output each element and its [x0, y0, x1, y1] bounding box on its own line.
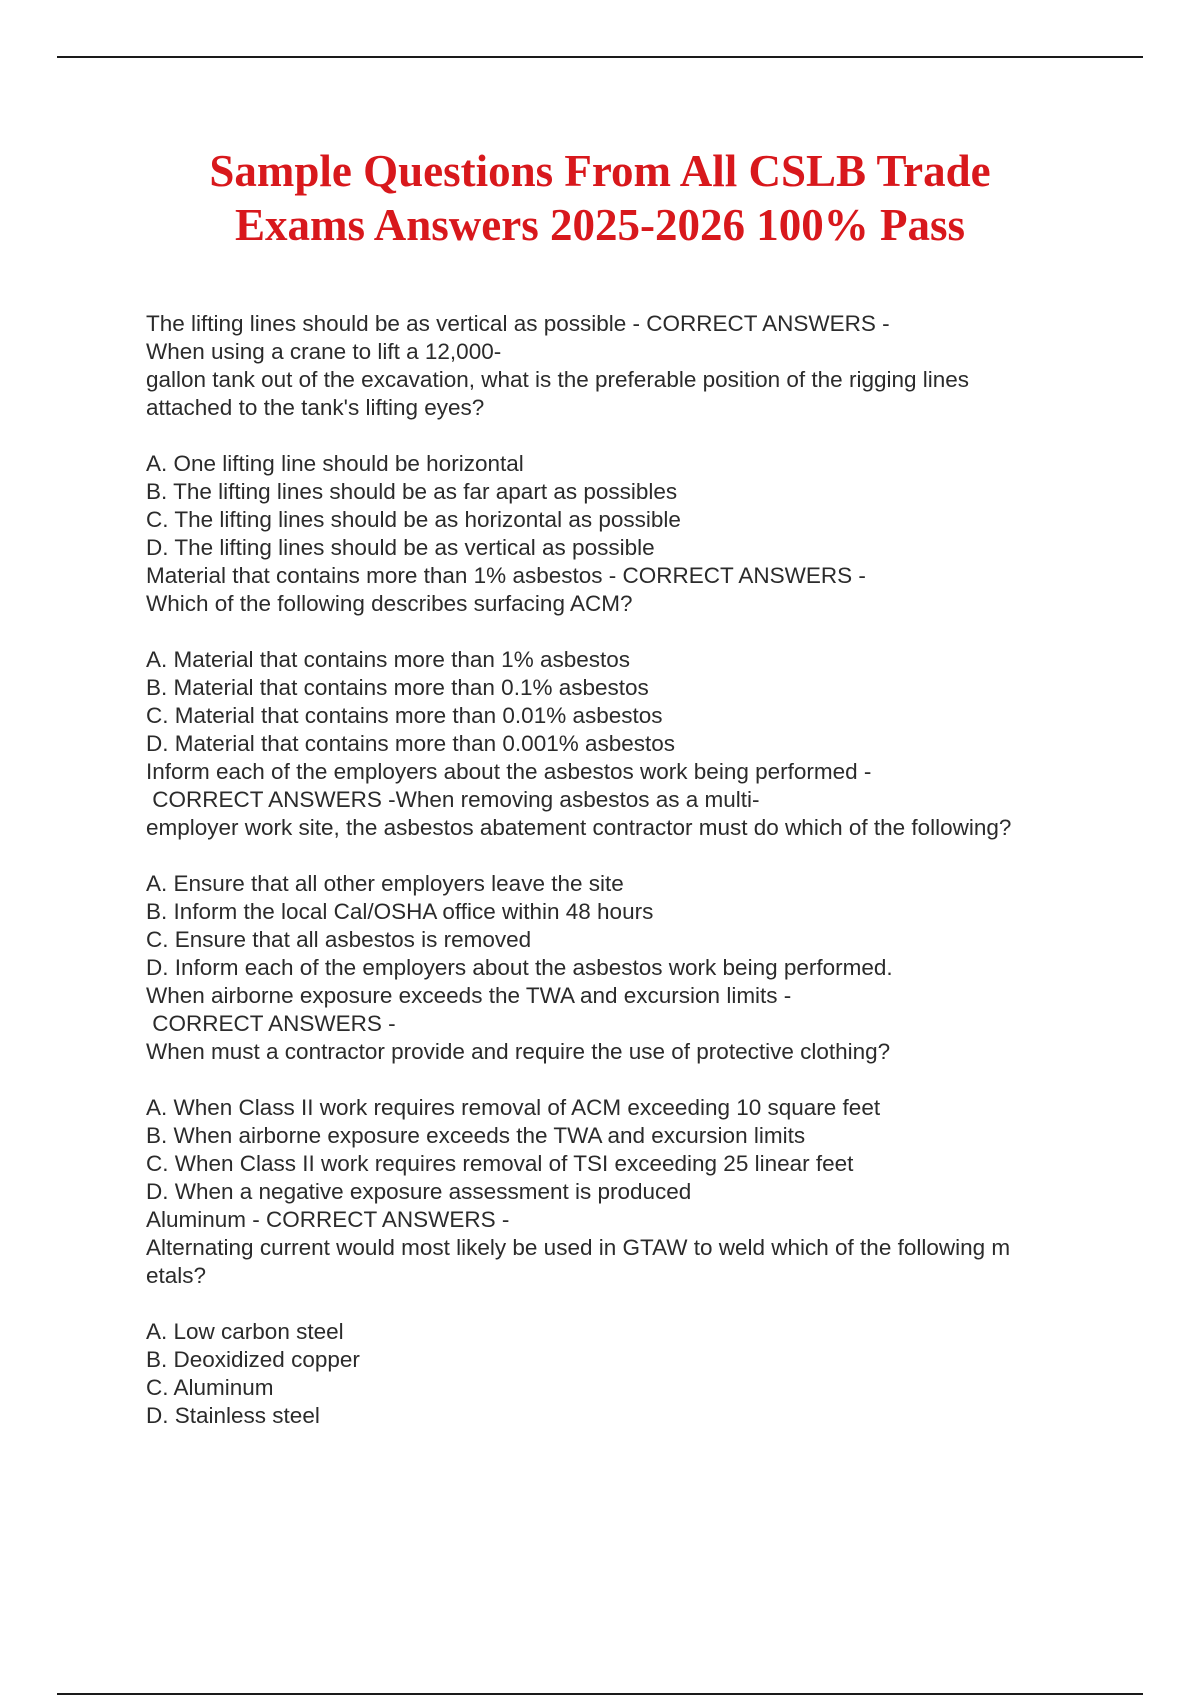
- bottom-rule: [57, 1693, 1143, 1695]
- answer-option: C. Material that contains more than 0.01% asbestos: [146, 703, 663, 728]
- question-block: [146, 758, 1146, 982]
- question-text: Aluminum - CORRECT ANSWERS -: [146, 1207, 510, 1232]
- answer-option: A. When Class II work requires removal of ACM exceeding 10 square feet: [146, 1095, 881, 1120]
- question-block: [146, 1206, 1146, 1430]
- answer-option: B. Inform the local Cal/OSHA office within 48 hours: [146, 899, 654, 924]
- question-text: When must a contractor provide and require the use of protective clothing?: [146, 1039, 891, 1064]
- question-text: Inform each of the employers about the asbestos work being performed -: [146, 759, 872, 784]
- question-text: Material that contains more than 1% asbestos - CORRECT ANSWERS -: [146, 563, 866, 588]
- spacer: [146, 618, 1146, 646]
- answer-option: C. The lifting lines should be as horizontal as possible: [146, 507, 681, 532]
- question-text: Alternating current would most likely be used in GTAW to weld which of the following m: [146, 1235, 1011, 1260]
- question-text: When airborne exposure exceeds the TWA and excursion limits -: [146, 983, 792, 1008]
- title-line: Exams Answers 2025-2026 100% Pass: [234, 200, 966, 250]
- question-text: Which of the following describes surfacing ACM?: [146, 591, 633, 616]
- question-text: employer work site, the asbestos abatement contractor must do which of the following?: [146, 815, 1012, 840]
- answer-option: B. The lifting lines should be as far apart as possibles: [146, 479, 678, 504]
- answer-option: C. Ensure that all asbestos is removed: [146, 927, 532, 952]
- spacer: [146, 422, 1146, 450]
- question-text: CORRECT ANSWERS -: [146, 1011, 396, 1036]
- answer-option: A. Low carbon steel: [146, 1319, 344, 1344]
- answer-option: A. One lifting line should be horizontal: [146, 451, 524, 476]
- page-title: [0, 144, 1200, 252]
- answer-option: D. Stainless steel: [146, 1403, 320, 1428]
- document-body: [146, 310, 1146, 1430]
- answer-option: C. When Class II work requires removal of TSI exceeding 25 linear feet: [146, 1151, 854, 1176]
- question-text: gallon tank out of the excavation, what is the preferable position of the rigging lines: [146, 367, 970, 392]
- question-text: When using a crane to lift a 12,000-: [146, 339, 502, 364]
- spacer: [146, 1290, 1146, 1318]
- answer-option: B. When airborne exposure exceeds the TWA and excursion limits: [146, 1123, 806, 1148]
- answer-option: A. Ensure that all other employers leave the site: [146, 871, 624, 896]
- question-block: [146, 310, 1146, 562]
- answer-option: C. Aluminum: [146, 1375, 274, 1400]
- title-line: Sample Questions From All CSLB Trade: [209, 146, 991, 196]
- answer-option: D. Inform each of the employers about the asbestos work being performed.: [146, 955, 893, 980]
- spacer: [146, 1066, 1146, 1094]
- question-text: etals?: [146, 1263, 207, 1288]
- question-text: The lifting lines should be as vertical as possible - CORRECT ANSWERS -: [146, 311, 890, 336]
- question-block: [146, 982, 1146, 1206]
- spacer: [146, 842, 1146, 870]
- top-rule: [57, 56, 1143, 58]
- answer-option: D. The lifting lines should be as vertical as possible: [146, 535, 655, 560]
- question-text: CORRECT ANSWERS -When removing asbestos as a multi-: [146, 787, 760, 812]
- question-block: [146, 562, 1146, 758]
- answer-option: D. When a negative exposure assessment is produced: [146, 1179, 692, 1204]
- answer-option: B. Material that contains more than 0.1% asbestos: [146, 675, 649, 700]
- question-text: attached to the tank's lifting eyes?: [146, 395, 485, 420]
- answer-option: D. Material that contains more than 0.001% asbestos: [146, 731, 676, 756]
- answer-option: B. Deoxidized copper: [146, 1347, 360, 1372]
- answer-option: A. Material that contains more than 1% asbestos: [146, 647, 631, 672]
